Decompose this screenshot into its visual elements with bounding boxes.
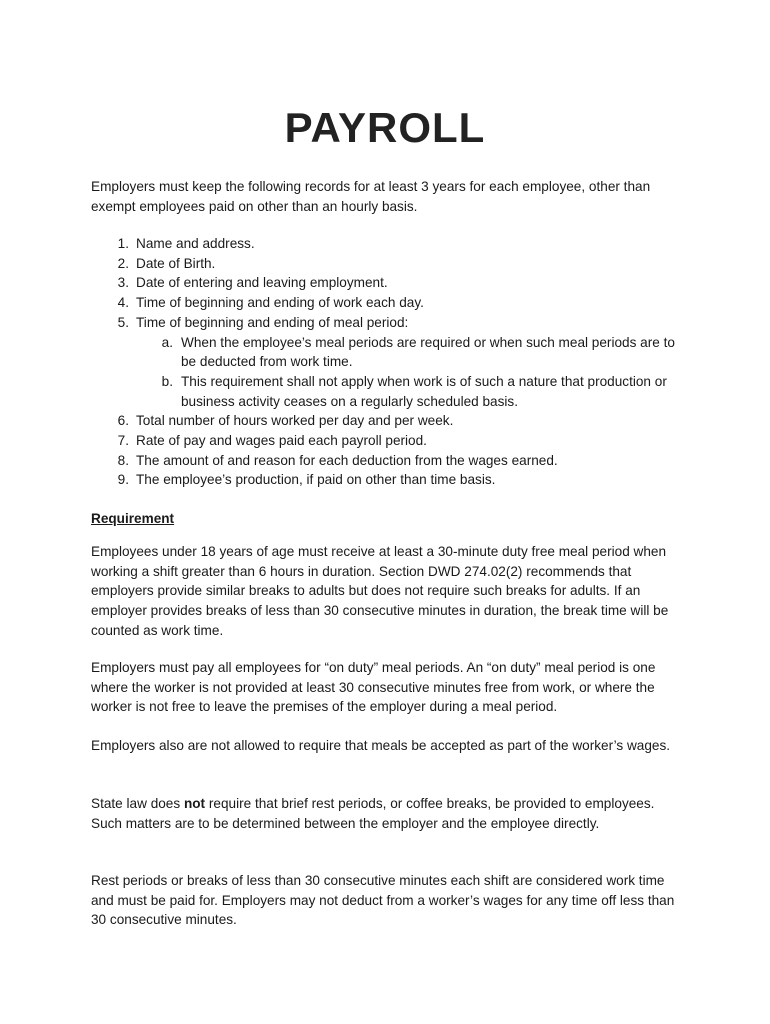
requirement-heading: Requirement [91, 511, 175, 526]
list-item: 7. Rate of pay and wages paid each payroll period. [117, 433, 427, 449]
emphasis-not: not [183, 796, 206, 811]
requirement-paragraph-3: Employers also are not allowed to require that meals be accepted as part of the worker’s wages. [91, 738, 671, 753]
records-list [91, 234, 681, 490]
list-item: 9. The employee’s production, if paid on other than time basis. [117, 472, 496, 488]
sub-list-item: b. This requirement shall not apply when work is of such a nature that production or business activity ceases on a regularly scheduled basis. [161, 373, 667, 409]
list-item: 8. The amount of and reason for each deduction from the wages earned. [117, 452, 558, 468]
list-item: 5. Time of beginning and ending of meal period: [117, 314, 409, 330]
list-item: 4. Time of beginning and ending of work each day. [117, 295, 424, 311]
list-item: 2. Date of Birth. [117, 255, 216, 271]
list-item: 3. Date of entering and leaving employment. [117, 275, 388, 291]
requirement-paragraph-2: Employers must pay all employees for “on duty” meal periods. An “on duty” meal period is one where the worker is not provided at least 30 consecutive minutes free from work, or where the worker is not free to leave the premises of the employer during a meal period. [91, 660, 656, 715]
sub-list-item: a. When the employee’s meal periods are required or when such meal periods are to be deducted from work time. [161, 334, 675, 370]
requirement-paragraph-1: Employees under 18 years of age must receive at least a 30-minute duty free meal period when working a shift greater than 6 hours in duration. Section DWD 274.02(2) recommends that employers provide similar breaks to adults but does not require such breaks for adults. If an employer provides breaks of less than 30 consecutive minutes in duration, the break time will be counted as work time. [91, 544, 669, 638]
requirement-paragraph-5: Rest periods or breaks of less than 30 consecutive minutes each shift are considered work time and must be paid for. Employers may not deduct from a worker’s wages for any time off less than 30 consecutive minutes. [91, 873, 675, 928]
requirement-paragraph-4: State law does not require that brief rest periods, or coffee breaks, be provided to employees. Such matters are to be determined between the employer and the employee directly. [91, 796, 655, 831]
list-item: 1. Name and address. [117, 236, 255, 251]
list-item: 6. Total number of hours worked per day and per week. [117, 413, 454, 429]
page-title: PAYROLL [284, 104, 486, 151]
intro-paragraph: Employers must keep the following records for at least 3 years for each employee, other than exempt employees paid on other than an hourly basis. [91, 179, 651, 214]
